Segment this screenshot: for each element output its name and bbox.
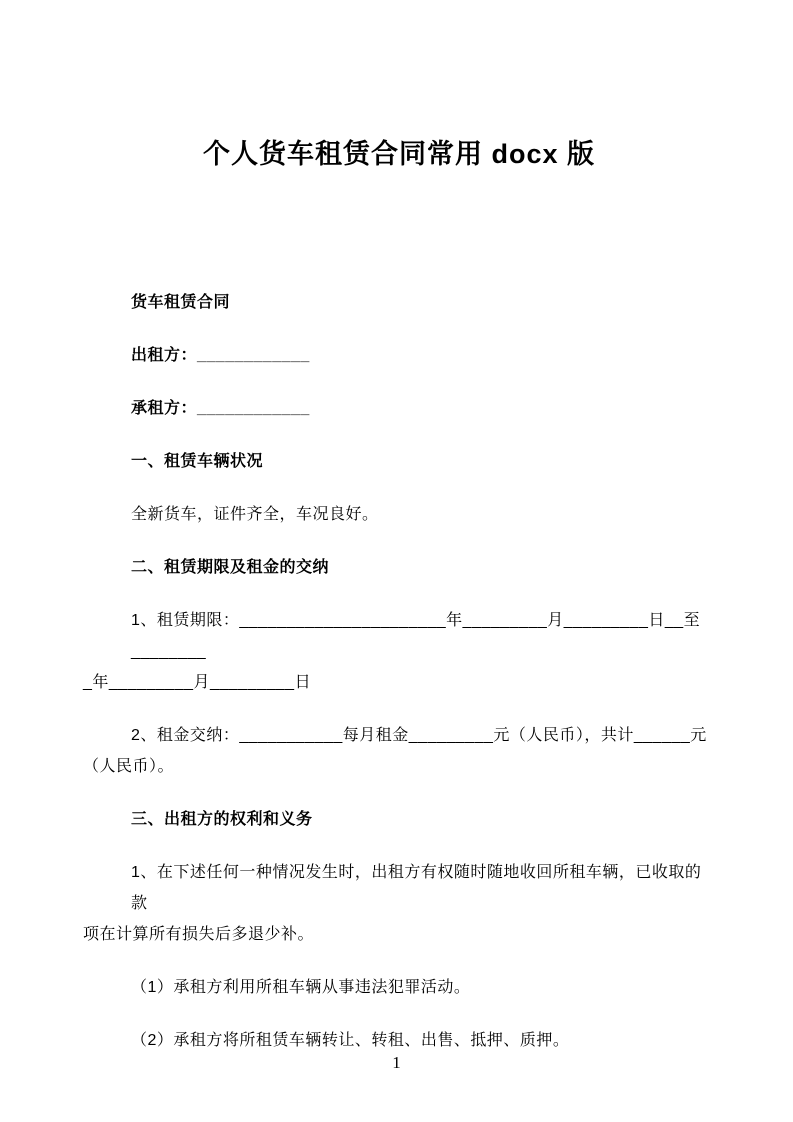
paragraph [83, 605, 715, 698]
paragraph [83, 499, 715, 530]
text-line: 货车租赁合同 [131, 294, 231, 311]
text-line: （人民币）。 [83, 758, 175, 775]
paragraph [83, 340, 715, 371]
paragraph [83, 857, 715, 950]
paragraph [83, 287, 715, 318]
paragraph [83, 446, 715, 477]
document-title: 个人货车租赁合同常用 docx 版 [202, 139, 596, 169]
paragraph [83, 804, 715, 835]
text-line: （1）承租方利用所租车辆从事违法犯罪活动。 [131, 979, 471, 996]
text-line: 一、租赁车辆状况 [131, 453, 264, 470]
document-body [83, 287, 715, 1056]
page-number: 1 [392, 1053, 401, 1072]
text-line: 1、租赁期限：______________________年_________月_________日__至________ [131, 612, 701, 660]
text-line: 1、在下述任何一种情况发生时，出租方有权随时随地收回所租车辆，已收取的款 [131, 864, 702, 912]
text-line: 项在计算所有损失后多退少补。 [83, 926, 315, 943]
text-line: _年_________月_________日 [83, 674, 312, 691]
text-line: 全新货车，证件齐全，车况良好。 [131, 506, 379, 523]
paragraph [83, 393, 715, 424]
paragraph [83, 972, 715, 1003]
paragraph [83, 552, 715, 583]
text-line: 出租方：____________ [131, 347, 310, 364]
text-line: 承租方：____________ [131, 400, 310, 417]
document-content [0, 136, 793, 1056]
text-line: 二、租赁期限及租金的交纳 [131, 559, 330, 576]
text-line: 三、出租方的权利和义务 [131, 811, 313, 828]
paragraph [83, 720, 715, 782]
text-line: （2）承租方将所租赁车辆转让、转租、出售、抵押、质押。 [131, 1032, 570, 1049]
text-line: 2、租金交纳：___________每月租金_________元（人民币），共计______元 [131, 727, 707, 744]
